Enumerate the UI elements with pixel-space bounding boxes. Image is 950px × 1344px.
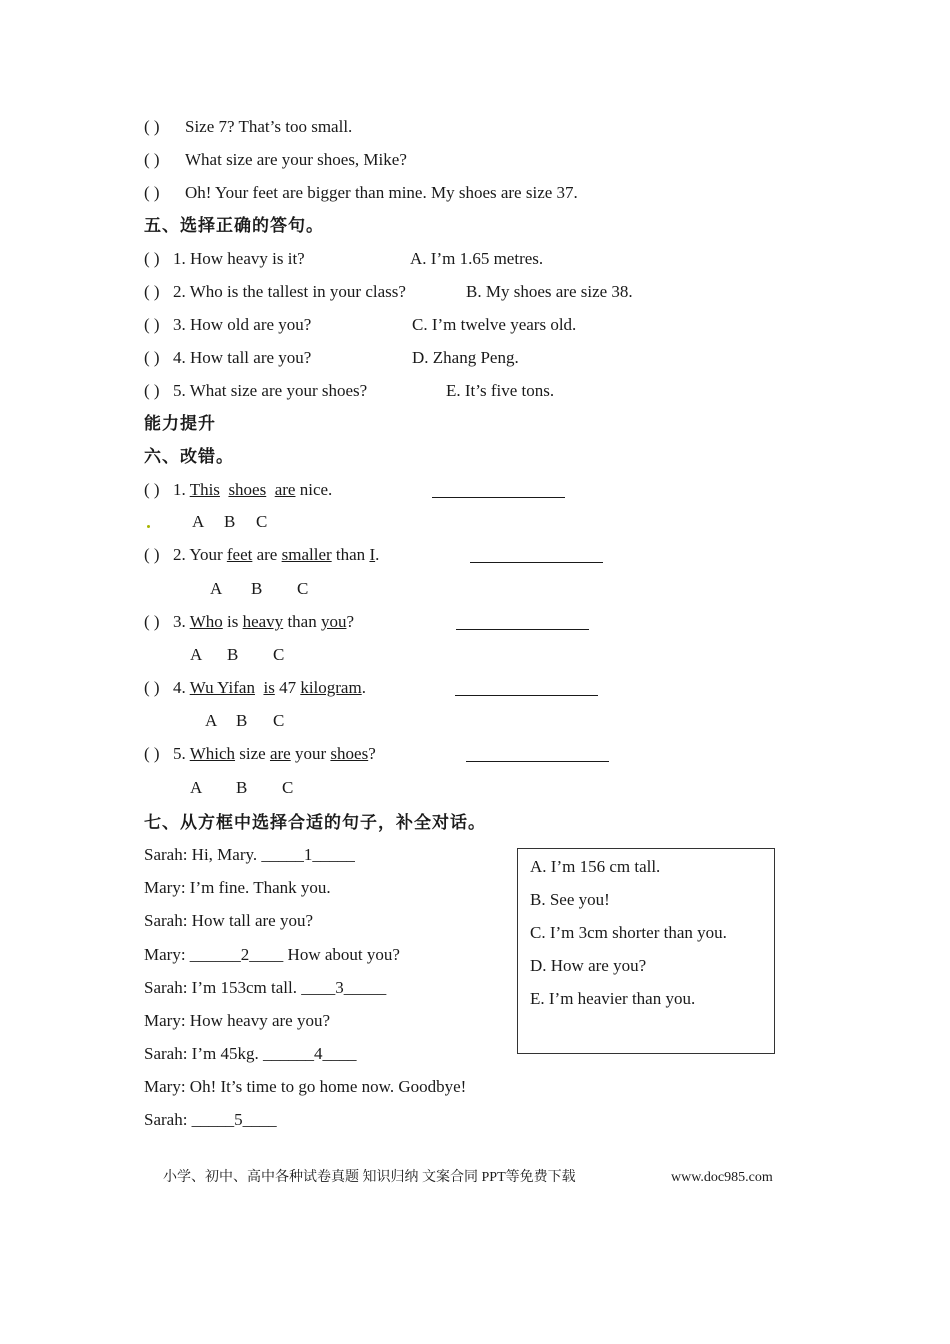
choice-box [517,848,775,1054]
item-number: 4. [173,678,186,697]
underlined-a: Who [189,612,223,631]
underlined-b: shoes [228,480,267,499]
error-sentence-1: 1. This shoes are nice. [173,480,333,499]
correction-blank[interactable] [456,613,589,630]
correction-blank[interactable] [455,679,598,696]
error-sentence-2: 2. Your feet are smaller than I. [173,545,380,564]
error-sentence-5: 5. Which size are your shoes? [173,744,376,763]
answer-d: D. Zhang Peng. [412,348,519,367]
underlined-c: I [369,545,376,564]
section6-heading: 六、改错。 [144,447,234,467]
underlined-c: you [320,612,347,631]
answer-paren[interactable]: ( ) [144,381,160,400]
correction-blank[interactable] [470,546,603,563]
underlined-a: This [189,480,220,499]
underlined-c: are [274,480,296,499]
underlined-c: shoes [330,744,369,763]
answer-c: C. I’m twelve years old. [412,315,577,334]
box-option-a: A. I’m 156 cm tall. [530,857,661,876]
answer-paren[interactable]: ( ) [144,183,160,202]
underlined-b: are [269,744,291,763]
box-option-e: E. I’m heavier than you. [530,989,696,1008]
answer-e: E. It’s five tons. [446,381,555,400]
answer-paren[interactable]: ( ) [144,480,160,499]
section5-heading: 五、选择正确的答句。 [144,216,324,236]
answer-paren[interactable]: ( ) [144,678,160,697]
box-option-b: B. See you! [530,890,610,909]
dialogue-line: Mary: How heavy are you? [144,1011,330,1030]
answer-a: A. I’m 1.65 metres. [410,249,544,268]
order-sentence: Size 7? That’s too small. [185,117,353,136]
answer-paren[interactable]: ( ) [144,315,160,334]
ability-heading: 能力提升 [144,414,216,434]
order-sentence: Oh! Your feet are bigger than mine. My shoes are size 37. [185,183,578,202]
marker-dot [147,525,150,528]
item-number: 5. [173,744,186,763]
question-5: 5. What size are your shoes? [173,381,368,400]
underlined-c: kilogram [300,678,362,697]
footer-text: 小学、初中、高中各种试卷真题 知识归纳 文案合同 PPT等免费下载 [163,1170,576,1185]
dialogue-line: Mary: I’m fine. Thank you. [144,878,331,897]
answer-paren[interactable]: ( ) [144,612,160,631]
correction-blank[interactable] [466,745,609,762]
answer-paren[interactable]: ( ) [144,348,160,367]
order-sentence: What size are your shoes, Mike? [185,150,407,169]
dialogue-line: Sarah: I’m 45kg. ______4____ [144,1044,357,1063]
underlined-a: feet [226,545,253,564]
dialogue-line: Sarah: I’m 153cm tall. ____3_____ [144,978,387,997]
answer-paren[interactable]: ( ) [144,150,160,169]
answer-paren[interactable]: ( ) [144,117,160,136]
item-number: 2. [173,545,186,564]
item-number: 1. [173,480,186,499]
correction-blank[interactable] [432,481,565,498]
answer-paren[interactable]: ( ) [144,282,160,301]
dialogue-line: Sarah: Hi, Mary. _____1_____ [144,845,355,864]
question-3: 3. How old are you? [173,315,312,334]
error-sentence-3: 3. Who is heavy than you? [173,612,355,631]
dialogue-line: Sarah: _____5____ [144,1110,277,1129]
underlined-b: is [263,678,275,697]
footer-url[interactable]: www.doc985.com [671,1170,773,1185]
question-2: 2. Who is the tallest in your class? [173,282,406,301]
answer-paren[interactable]: ( ) [144,545,160,564]
underlined-a: Wu Yifan [189,678,255,697]
box-option-d: D. How are you? [530,956,647,975]
box-option-c: C. I’m 3cm shorter than you. [530,923,727,942]
dialogue-line: Sarah: How tall are you? [144,911,313,930]
answer-b: B. My shoes are size 38. [466,282,633,301]
dialogue-line: Mary: Oh! It’s time to go home now. Goodbye! [144,1077,467,1096]
underlined-a: Which [189,744,236,763]
question-4: 4. How tall are you? [173,348,312,367]
item-number: 3. [173,612,186,631]
question-1: 1. How heavy is it? [173,249,305,268]
underlined-b: smaller [281,545,332,564]
footer [163,1168,773,1188]
error-sentence-4: 4. Wu Yifan is 47 kilogram. [173,678,366,697]
section7-heading: 七、从方框中选择合适的句子，补全对话。 [144,813,486,833]
dialogue-line: Mary: ______2____ How about you? [144,945,400,964]
answer-paren[interactable]: ( ) [144,249,160,268]
underlined-b: heavy [242,612,284,631]
answer-paren[interactable]: ( ) [144,744,160,763]
